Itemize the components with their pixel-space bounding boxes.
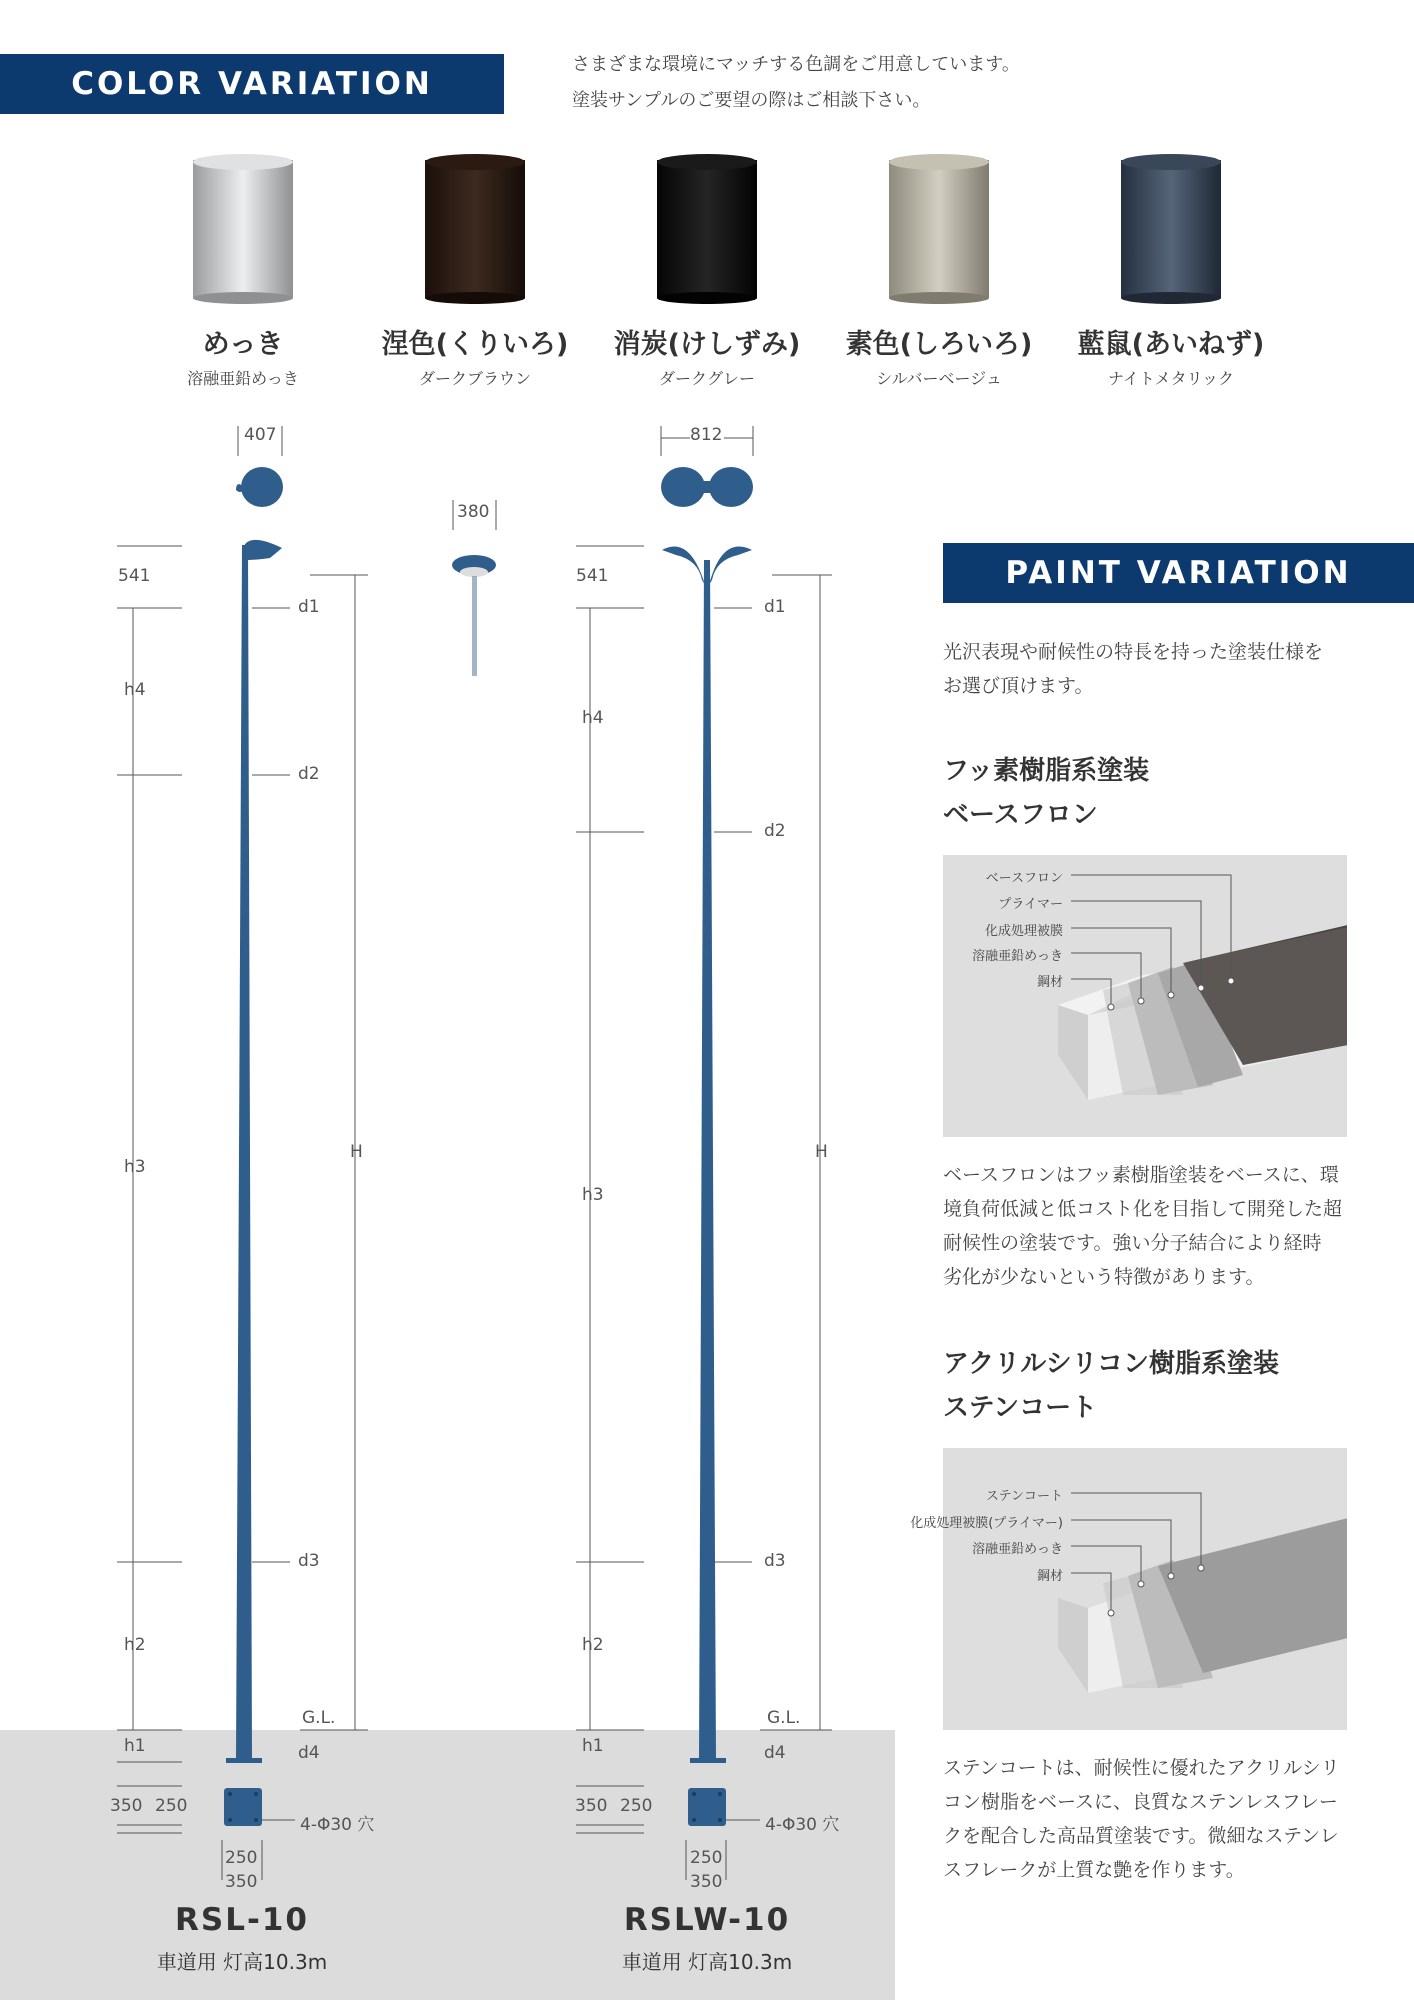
- color-intro-line-1: さまざまな環境にマッチする色調をご用意しています。: [572, 54, 1020, 75]
- coat2-heading-1: アクリルシリコン樹脂系塗装: [943, 1349, 1280, 1379]
- model-rsl10-name: RSL-10: [175, 1902, 309, 1938]
- swatch-sub-keshizumi: ダークグレー: [658, 369, 755, 388]
- coat2-layer-1: ステンコート: [985, 1489, 1063, 1504]
- paint-intro-line-1: 光沢表現や耐候性の特長を持った塗装仕様を: [943, 641, 1324, 663]
- dim-head1-width: 407: [244, 425, 277, 445]
- coat2-layer-2: 化成処理被膜(プライマー): [910, 1516, 1063, 1531]
- dim-right-base-b2: 250: [690, 1848, 723, 1868]
- dim-left-base-b: 250: [155, 1796, 188, 1816]
- dim-left-h3: h3: [124, 1157, 146, 1177]
- coat2-text-2: コン樹脂をベースに、良質なステンレスフレー: [943, 1791, 1338, 1813]
- coat1-text-2: 境負荷低減と低コスト化を目指して開発した超: [943, 1198, 1343, 1220]
- pole-rsl10-icon: [224, 540, 282, 1826]
- dim-left-H: H: [350, 1142, 363, 1162]
- swatch-sub-shiroiro: シルバーベージュ: [876, 369, 1002, 388]
- pole-rslw10-icon: [662, 547, 752, 1826]
- dim-right-h1: h1: [582, 1736, 604, 1756]
- dim-right-top-offset: 541: [576, 566, 609, 586]
- dim-left-h4: h4: [124, 680, 146, 700]
- swatch-keshizumi-icon: [657, 154, 757, 304]
- coat1-diagram: [943, 855, 1347, 1137]
- dim-left-base-a: 350: [110, 1796, 143, 1816]
- swatch-ainezu-icon: [1121, 154, 1221, 304]
- coat1-heading-2: ベースフロン: [943, 800, 1098, 830]
- coat2-text-3: クを配合した高品質塗装です。微細なステンレ: [943, 1825, 1339, 1847]
- dim-left-base-b2: 250: [225, 1848, 258, 1868]
- dim-head3-width: 812: [690, 425, 723, 445]
- swatch-name-keshizumi: 消炭(けしずみ): [613, 329, 801, 360]
- swatch-sub-kuriiro: ダークブラウン: [418, 369, 531, 388]
- swatch-name-kuriiro: 涅色(くりいろ): [381, 329, 569, 360]
- coat1-layer-3: 化成処理被膜: [984, 924, 1063, 939]
- model-rsl10-sub: 車道用 灯高10.3m: [156, 1950, 328, 1974]
- coat1-layer-1: ベースフロン: [985, 871, 1063, 886]
- dim-right-base-a: 350: [575, 1796, 608, 1816]
- dim-right-h4: h4: [582, 708, 604, 728]
- coat1-text-3: 耐候性の塗装です。強い分子結合により経時: [943, 1232, 1322, 1254]
- color-variation-band: [0, 54, 504, 114]
- dim-right-d4: d4: [764, 1743, 786, 1763]
- pole-drawings: [0, 410, 900, 1890]
- coat1-heading-1: フッ素樹脂系塗装: [943, 756, 1150, 786]
- dim-left-d3: d3: [298, 1551, 320, 1571]
- dim-right-hole: 4-Φ30 穴: [765, 1815, 840, 1835]
- dim-left-h2: h2: [124, 1635, 146, 1655]
- head-round-icon: [452, 555, 496, 676]
- swatch-sub-plating: 溶融亜鉛めっき: [187, 369, 299, 388]
- model-rslw10-name: RSLW-10: [623, 1902, 791, 1938]
- color-intro-line-2: 塗装サンプルのご要望の際はご相談下さい。: [572, 90, 931, 111]
- swatch-plating-icon: [193, 154, 293, 304]
- coat1-layer-2: プライマー: [998, 897, 1063, 912]
- dim-left-h1: h1: [124, 1736, 146, 1756]
- dim-left-d1: d1: [298, 597, 320, 617]
- coat1-layer-4: 溶融亜鉛めっき: [972, 949, 1063, 964]
- head-single-icon: [236, 467, 283, 507]
- dim-right-d3: d3: [764, 1551, 786, 1571]
- coat2-heading-2: ステンコート: [943, 1393, 1098, 1423]
- dim-left-top-offset: 541: [118, 566, 151, 586]
- coat2-diagram: [910, 1448, 1347, 1730]
- dim-right-base-b: 250: [620, 1796, 653, 1816]
- swatch-name-shiroiro: 素色(しろいろ): [845, 329, 1033, 360]
- coat1-text-1: ベースフロンはフッ素樹脂塗装をベースに、環: [943, 1164, 1339, 1186]
- coat2-layer-3: 溶融亜鉛めっき: [972, 1542, 1063, 1557]
- swatch-name-plating: めっき: [202, 329, 284, 360]
- paint-variation-title: PAINT VARIATION: [1005, 555, 1352, 591]
- paint-variation-band: [943, 543, 1414, 603]
- coat2-text-1: ステンコートは、耐候性に優れたアクリルシリ: [943, 1757, 1340, 1779]
- dim-left-d2: d2: [298, 764, 320, 784]
- swatch-shiroiro-icon: [889, 154, 989, 304]
- model-rslw10-sub: 車道用 灯高10.3m: [621, 1950, 793, 1974]
- dim-right-gl: G.L.: [767, 1708, 801, 1728]
- coat1-layer-5: 鋼材: [1036, 975, 1063, 990]
- swatch-name-ainezu: 藍鼠(あいねず): [1077, 329, 1265, 360]
- dim-left-gl: G.L.: [302, 1708, 336, 1728]
- head-double-icon: [661, 467, 753, 507]
- coat2-layer-4: 鋼材: [1036, 1569, 1063, 1584]
- swatch-kuriiro-icon: [425, 154, 525, 304]
- dim-right-d1: d1: [764, 597, 786, 617]
- dim-right-d2: d2: [764, 821, 786, 841]
- swatch-sub-ainezu: ナイトメタリック: [1107, 369, 1235, 388]
- dim-left-d4: d4: [298, 1743, 320, 1763]
- dim-right-base-a2: 350: [690, 1872, 723, 1892]
- color-variation-title: COLOR VARIATION: [71, 66, 433, 102]
- dim-left-base-a2: 350: [225, 1872, 258, 1892]
- dim-head2-width: 380: [457, 502, 490, 522]
- dim-right-H: H: [815, 1142, 828, 1162]
- dim-right-h3: h3: [582, 1185, 604, 1205]
- color-swatches: [0, 150, 1414, 310]
- paint-intro-line-2: お選び頂けます。: [943, 675, 1094, 697]
- coat2-text-4: スフレークが上質な艶を作ります。: [943, 1859, 1245, 1881]
- dim-left-hole: 4-Φ30 穴: [300, 1815, 375, 1835]
- dim-right-h2: h2: [582, 1635, 604, 1655]
- coat1-text-4: 劣化が少ないという特徴があります。: [943, 1266, 1265, 1288]
